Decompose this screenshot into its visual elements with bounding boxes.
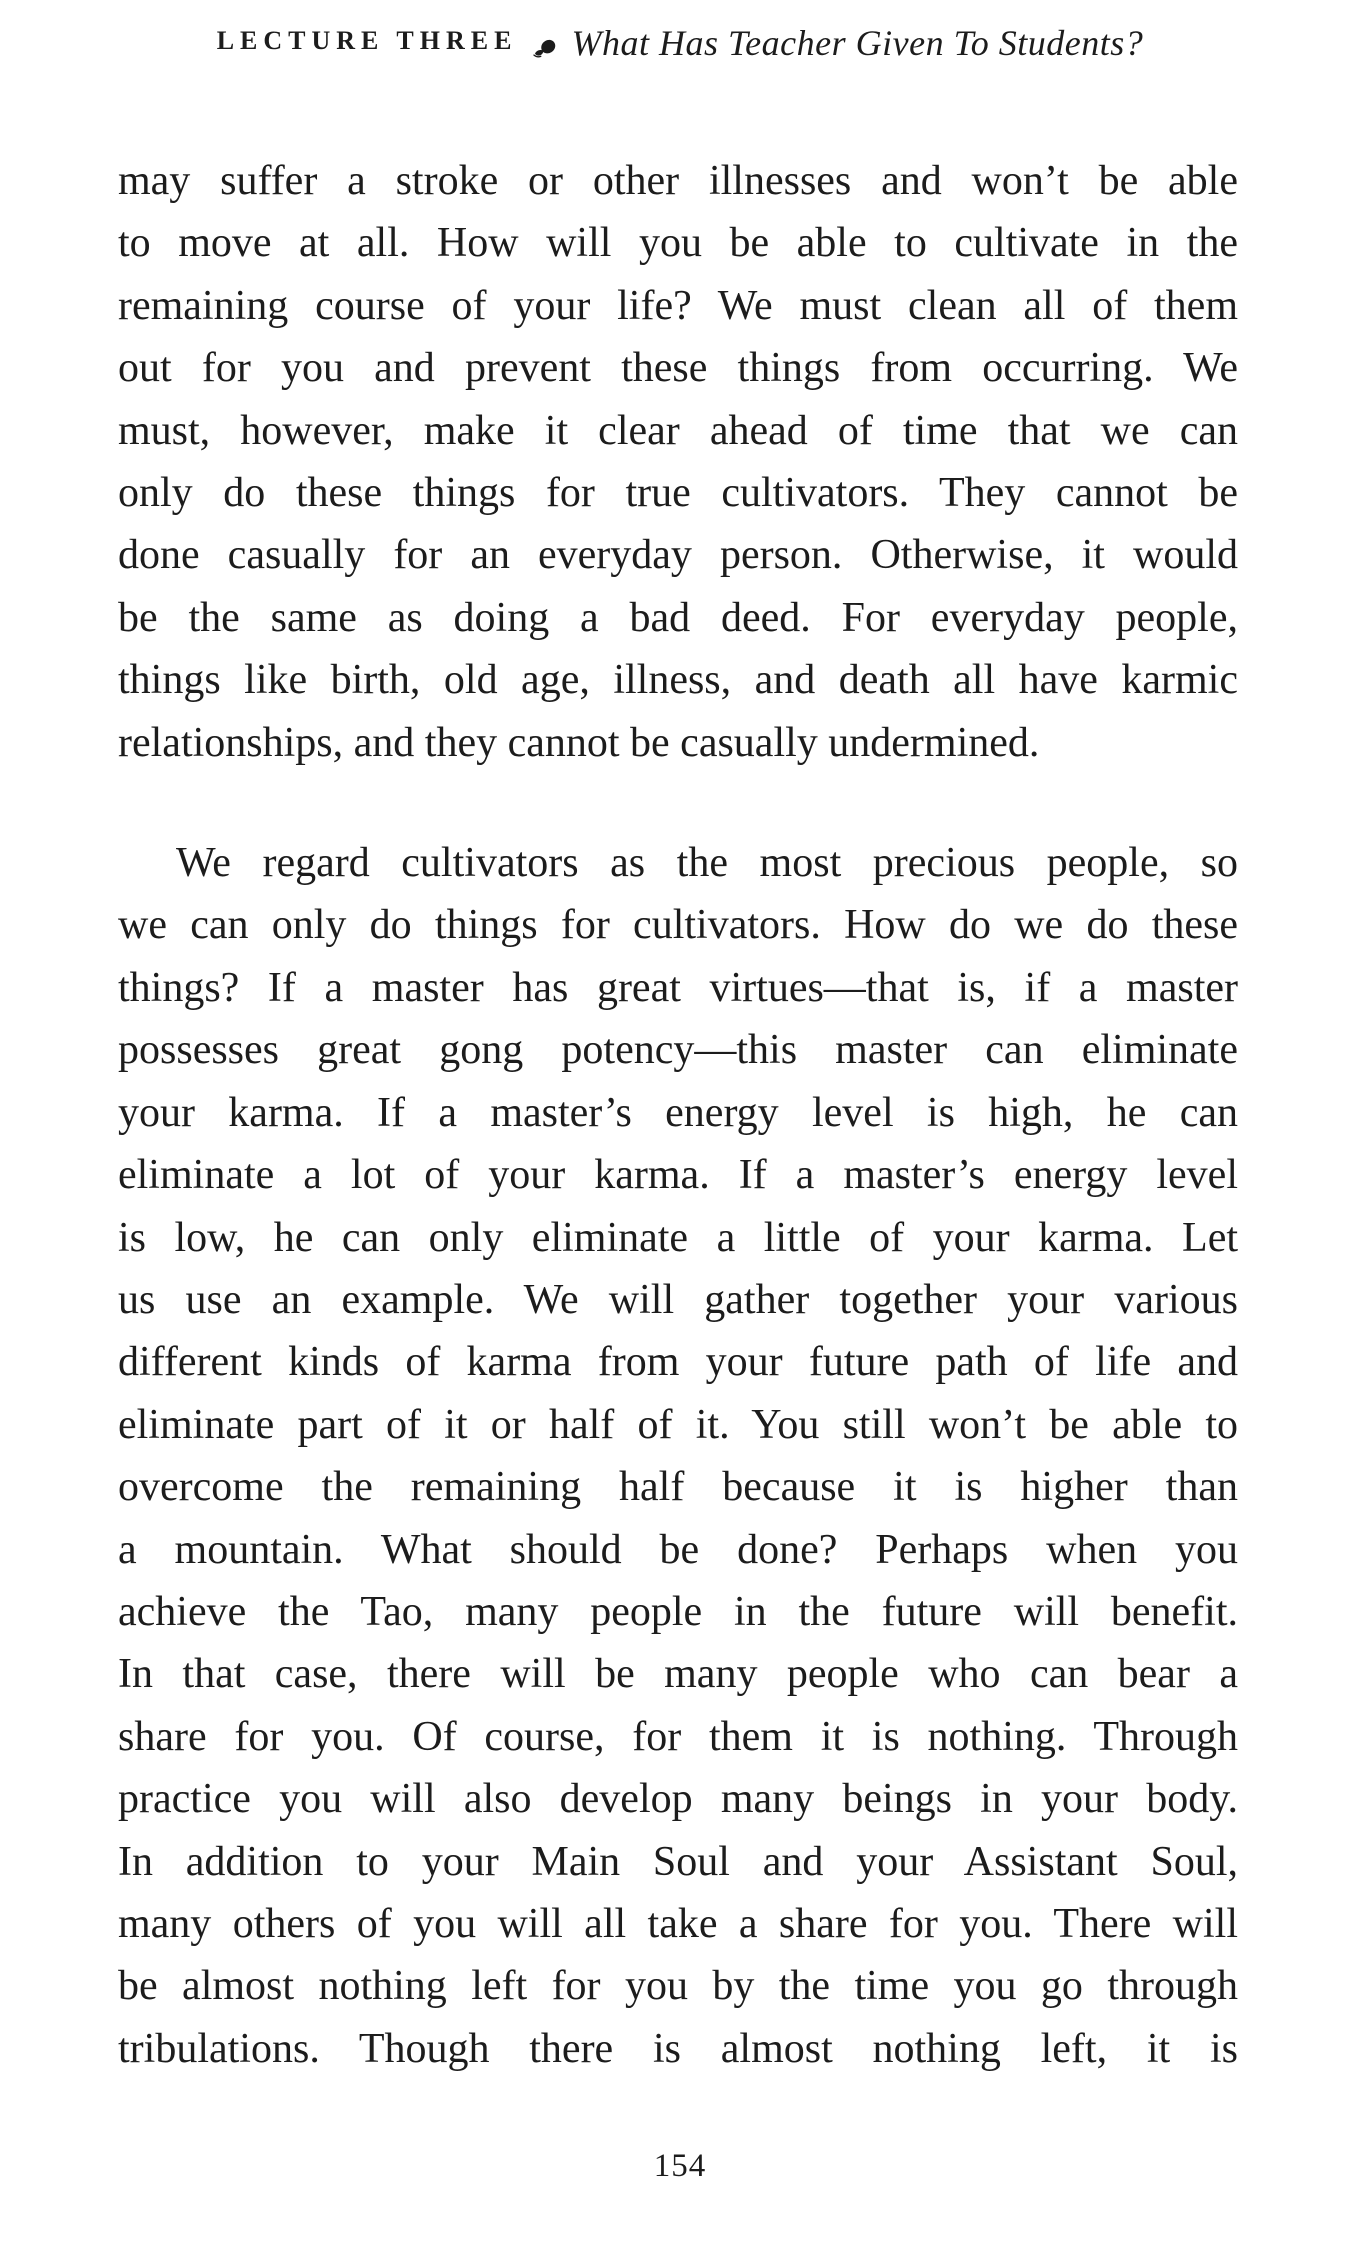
text-line: overcome the remaining half because it is higher than xyxy=(118,1464,1238,1511)
text-line: eliminate a lot of your karma. If a master’s energy level xyxy=(118,1152,1238,1199)
text-line: things? If a master has great virtues—that is, if a master xyxy=(118,964,1238,1011)
text-line: only do these things for true cultivators. They cannot be xyxy=(118,470,1238,517)
text-line: may suffer a stroke or other illnesses and won’t be able xyxy=(118,158,1238,204)
text-line: a mountain. What should be done? Perhaps when you xyxy=(118,1526,1238,1573)
text-line: your karma. If a master’s energy level is high, he can xyxy=(118,1089,1238,1136)
paragraph xyxy=(118,832,1238,2080)
text-line: possesses great gong potency—this master can eliminate xyxy=(118,1027,1238,1074)
page-number: 154 xyxy=(653,2148,707,2184)
text-line: different kinds of karma from your future path of life and xyxy=(118,1339,1238,1386)
text-line: many others of you will all take a share for you. There will xyxy=(118,1900,1238,1947)
text-line: be almost nothing left for you by the time you go through xyxy=(118,1963,1238,2010)
text-line: remaining course of your life? We must clean all of them xyxy=(118,282,1238,329)
paragraph xyxy=(118,150,1238,774)
text-line: we can only do things for cultivators. How do we do these xyxy=(118,902,1238,949)
body-text xyxy=(118,150,1238,2080)
text-line: tribulations. Though there is almost nothing left, it is xyxy=(118,2025,1238,2072)
text-line: relationships, and they cannot be casually undermined. xyxy=(118,719,1040,766)
header-section-label: LECTURE THREE xyxy=(216,26,518,55)
hedera-ornament-icon xyxy=(531,34,561,64)
text-line: share for you. Of course, for them it is nothing. Through xyxy=(118,1713,1238,1760)
text-line: achieve the Tao, many people in the future will benefit. xyxy=(118,1588,1238,1635)
text-line: practice you will also develop many beings in your body. xyxy=(118,1776,1238,1823)
text-line: In that case, there will be many people who can bear a xyxy=(118,1651,1238,1698)
header-chapter-title: What Has Teacher Given To Students? xyxy=(571,23,1144,63)
text-line: done casually for an everyday person. Otherwise, it would xyxy=(118,532,1238,579)
text-line: to move at all. How will you be able to cultivate in the xyxy=(118,220,1238,267)
text-line: must, however, make it clear ahead of time that we can xyxy=(118,407,1238,454)
page-footer xyxy=(0,2148,1360,2185)
text-line: us use an example. We will gather together your various xyxy=(118,1276,1238,1323)
text-line: out for you and prevent these things from occurring. We xyxy=(118,345,1238,392)
text-line: In addition to your Main Soul and your Assistant Soul, xyxy=(118,1838,1238,1885)
text-line: eliminate part of it or half of it. You still won’t be able to xyxy=(118,1401,1238,1448)
text-line: We regard cultivators as the most precious people, so xyxy=(176,840,1238,887)
running-header xyxy=(0,22,1360,64)
text-line: things like birth, old age, illness, and death all have karmic xyxy=(118,657,1238,704)
text-line: be the same as doing a bad deed. For everyday people, xyxy=(118,594,1238,641)
text-line: is low, he can only eliminate a little of your karma. Let xyxy=(118,1214,1238,1261)
